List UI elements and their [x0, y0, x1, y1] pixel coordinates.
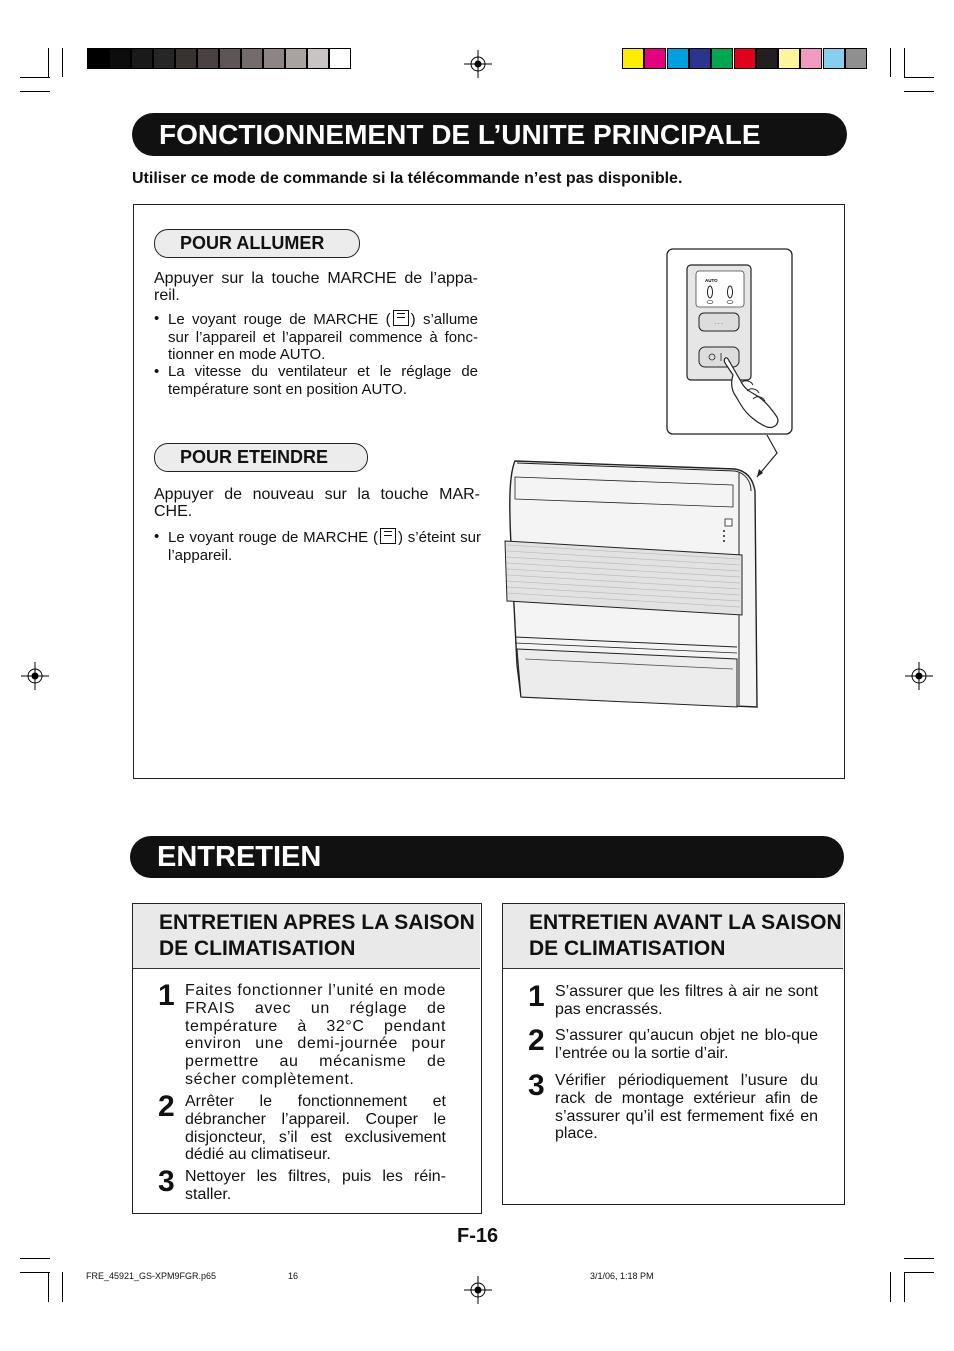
page-number: F-16 [457, 1225, 499, 1247]
step-number: 2 [528, 1024, 545, 1057]
bullet-dot: • [154, 310, 160, 327]
section-banner-fonctionnement [132, 113, 847, 156]
section-title: ENTRETIEN [157, 840, 322, 873]
registration-mark-left [21, 662, 49, 690]
color-swatch [778, 48, 800, 69]
heading-pour-eteindre [154, 443, 368, 472]
registration-mark-right [905, 662, 933, 690]
step-number: 3 [528, 1069, 545, 1102]
gray-swatch [329, 48, 351, 69]
heading-pour-allumer [154, 229, 360, 258]
operation-led-icon [393, 310, 409, 326]
allumer-bullet-2 [154, 363, 478, 398]
eteindre-bullet-1 [154, 528, 481, 564]
eteindre-text: Appuyer de nouveau sur la touche MAR-CHE. [154, 486, 480, 520]
color-swatch [734, 48, 756, 69]
registration-mark-bottom [464, 1276, 492, 1304]
panel-heading-after: ENTRETIEN APRES LA SAISON DE CLIMATISATION [133, 904, 480, 969]
color-swatch [689, 48, 711, 69]
section-banner-entretien [130, 836, 844, 878]
bullet-text: ) s’éteint sur l’appareil. [168, 529, 481, 564]
step-number: 2 [158, 1090, 175, 1123]
footer-page: 16 [288, 1271, 299, 1281]
gray-swatch [131, 48, 153, 69]
gray-swatch [109, 48, 131, 69]
heading-label: POUR ALLUMER [180, 233, 325, 253]
gray-swatch [285, 48, 307, 69]
air-conditioner-illustration [495, 245, 800, 715]
color-swatch [667, 48, 689, 69]
color-swatch [622, 48, 644, 69]
gray-swatch [153, 48, 175, 69]
gray-swatch [263, 48, 285, 69]
color-swatch [800, 48, 822, 69]
step-text: S’assurer qu’aucun objet ne blo-que l’entrée ou la sortie d’air. [555, 1027, 818, 1062]
color-swatch [711, 48, 733, 69]
panel-heading-before: ENTRETIEN AVANT LA SAISON DE CLIMATISATION [503, 904, 843, 969]
color-swatch [823, 48, 845, 69]
color-swatch [756, 48, 778, 69]
svg-text:· · ·: · · · [715, 321, 723, 327]
bullet-text: La vitesse du ventilateur et le réglage de température sont en position AUTO. [168, 363, 478, 398]
bullet-text: ) s’allume sur l’appareil et l’appareil commence à fonc-tionner en mode AUTO. [168, 311, 478, 363]
intro-text: Utiliser ce mode de commande si la télécommande n’est pas disponible. [132, 170, 683, 187]
footer-file: FRE_45921_GS-XPM9FGR.p65 [86, 1271, 217, 1281]
gray-swatch [307, 48, 329, 69]
bullet-dot: • [154, 528, 160, 545]
allumer-bullet-1 [154, 310, 478, 364]
section-title: FONCTIONNEMENT DE L’UNITE PRINCIPALE [159, 118, 761, 150]
step-text: Vérifier périodiquement l’usure du rack de montage extérieur afin de s’assurer qu’il est fermement fixé en place. [555, 1072, 818, 1143]
step-text: Faites fonctionner l’unité en mode FRAIS avec un réglage de température à 32°C pendant environ une demi-journée pour permettre au mécanisme de sécher complètement. [185, 982, 446, 1088]
gray-swatch [241, 48, 263, 69]
panel-auto-label: AUTO [705, 278, 718, 283]
registration-mark-top [464, 50, 492, 78]
gray-swatch [175, 48, 197, 69]
step-text: Nettoyer les filtres, puis les réin-staller. [185, 1168, 446, 1203]
operation-led-icon [380, 528, 396, 544]
step-number: 3 [158, 1165, 175, 1198]
step-text: Arrêter le fonctionnement et débrancher l’appareil. Couper le disjoncteur, s’il est exclusivement dédié au climatiseur. [185, 1093, 446, 1164]
gray-swatch [197, 48, 219, 69]
step-number: 1 [158, 979, 175, 1012]
control-panel-callout [667, 249, 792, 434]
allumer-text: Appuyer sur la touche MARCHE de l’appa-reil. [154, 270, 478, 304]
bullet-text: Le voyant rouge de MARCHE ( [168, 529, 378, 546]
color-swatch [845, 48, 867, 69]
bullet-dot: • [154, 363, 160, 380]
step-text: S’assurer que les filtres à air ne sont pas encrassés. [555, 983, 818, 1018]
step-number: 1 [528, 980, 545, 1013]
heading-label: POUR ETEINDRE [180, 447, 329, 467]
bullet-text: Le voyant rouge de MARCHE ( [168, 311, 391, 328]
footer-date: 3/1/06, 1:18 PM [590, 1271, 654, 1281]
gray-swatch [219, 48, 241, 69]
indoor-unit-drawing [505, 461, 757, 707]
gray-swatch [87, 48, 109, 69]
color-swatch [644, 48, 666, 69]
